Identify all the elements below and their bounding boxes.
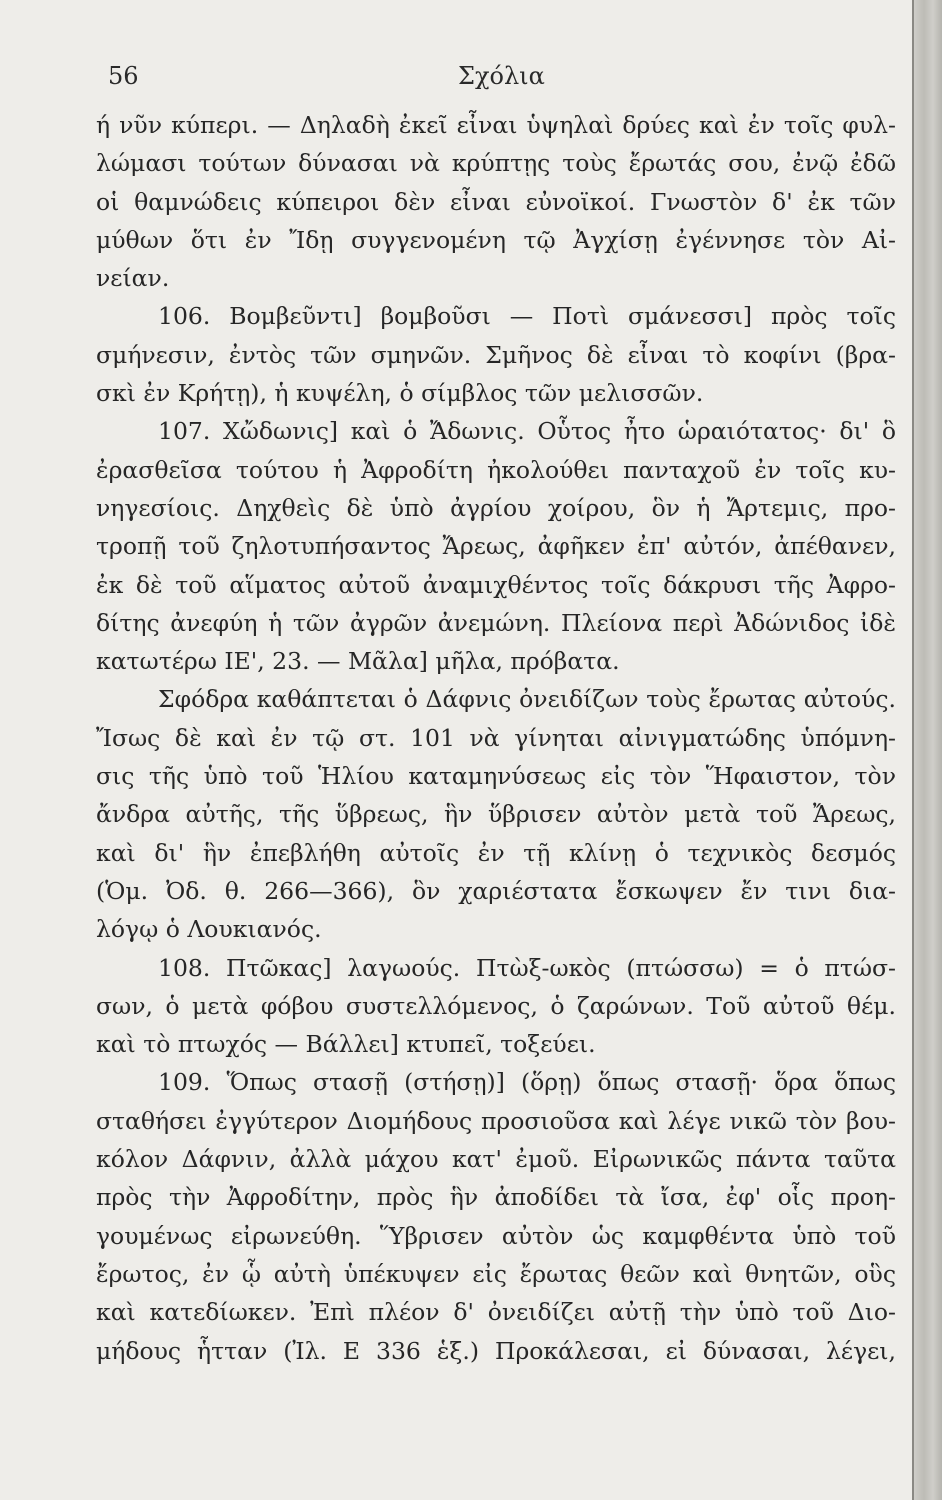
text-line: καὶ δι' ἣν ἐπεβλήθη αὐτοῖς ἐν τῇ κλίνῃ ὁ τεχνικὸς δεσμός (96, 838, 896, 867)
running-title: Σχόλια (458, 62, 545, 90)
text-line: μύθων ὅτι ἐν Ἴδῃ συγγενομένη τῷ Ἀγχίσῃ ἐγέννησε τὸν Αἰ- (96, 225, 896, 254)
commentary-text (96, 106, 896, 1370)
page-header (108, 62, 882, 98)
text-line: καὶ τὸ πτωχός — Βάλλει] κτυπεῖ, τοξεύει. (96, 1030, 596, 1059)
text-line: σων, ὁ μετὰ φόβου συστελλόμενος, ὁ ζαρώνων. Τοῦ αὐτοῦ θέμ. (96, 991, 896, 1020)
page-number: 56 (108, 62, 139, 90)
text-line: ἔρωτος, ἐν ᾧ αὐτὴ ὑπέκυψεν εἰς ἔρωτας θεῶν καὶ θνητῶν, οὓς (96, 1259, 896, 1288)
text-line: λώμασι τούτων δύνασαι νὰ κρύπτῃς τοὺς ἔρωτάς σου, ἐνῷ ἐδῶ (96, 149, 896, 178)
text-line: Σφόδρα καθάπτεται ὁ Δάφνις ὀνειδίζων τοὺς ἔρωτας αὐτούς. (158, 685, 896, 714)
text-line: (Ὁμ. Ὀδ. θ. 266—366), ὃν χαριέστατα ἔσκωψεν ἔν τινι δια- (96, 876, 896, 905)
text-line: 107. Χὤδωνις] καὶ ὁ Ἄδωνις. Οὗτος ἦτο ὡραιότατος· δι' ὃ (158, 417, 896, 446)
text-line: σμήνεσιν, ἐντὸς τῶν σμηνῶν. Σμῆνος δὲ εἶναι τὸ κοφίνι (βρα- (96, 340, 896, 369)
text-line: μήδους ἧτταν (Ἰλ. Ε 336 ἑξ.) Προκάλεσαι, εἰ δύνασαι, λέγει, (96, 1336, 896, 1365)
text-line: λόγῳ ὁ Λουκιανός. (96, 915, 322, 944)
text-line: νείαν. (96, 264, 170, 293)
text-line: 106. Βομβεῦντι] βομβοῦσι — Ποτὶ σμάνεσσι] πρὸς τοῖς (158, 302, 896, 331)
text-line: σκὶ ἐν Κρήτῃ), ἡ κυψέλη, ὁ σίμβλος τῶν μελισσῶν. (96, 379, 704, 408)
text-line: νηγεσίοις. Δηχθεὶς δὲ ὑπὸ ἀγρίου χοίρου, ὃν ἡ Ἄρτεμις, προ- (96, 493, 896, 522)
text-line: σταθήσει ἐγγύτερον Διομήδους προσιοῦσα καὶ λέγε νικῶ τὸν βου- (96, 1106, 896, 1135)
text-line: 109. Ὅπως στασῇ (στήσῃ)] (ὅρῃ) ὅπως στασῇ· ὅρα ὅπως (158, 1068, 896, 1097)
text-line: καὶ κατεδίωκεν. Ἐπὶ πλέον δ' ὀνειδίζει αὐτῇ τὴν ὑπὸ τοῦ Διο- (96, 1298, 896, 1327)
text-line: οἱ θαμνώδεις κύπειροι δὲν εἶναι εὐνοϊκοί. Γνωστὸν δ' ἐκ τῶν (96, 187, 896, 216)
text-line: ἐρασθεῖσα τούτου ἡ Ἀφροδίτη ἠκολούθει πανταχοῦ ἐν τοῖς κυ- (96, 455, 896, 484)
text-line: ἄνδρα αὐτῆς, τῆς ὕβρεως, ἣν ὕβρισεν αὐτὸν μετὰ τοῦ Ἄρεως, (96, 800, 896, 829)
text-line: Ἴσως δὲ καὶ ἐν τῷ στ. 101 νὰ γίνηται αἰνιγματώδης ὑπόμνη- (96, 723, 896, 752)
text-line: τροπῇ τοῦ ζηλοτυπήσαντος Ἄρεως, ἀφῆκεν ἐπ' αὐτόν, ἀπέθανεν, (96, 532, 896, 561)
text-line: σις τῆς ὑπὸ τοῦ Ἡλίου καταμηνύσεως εἰς τὸν Ἥφαιστον, τὸν (96, 762, 896, 791)
text-line: δίτης ἀνεφύη ἡ τῶν ἀγρῶν ἀνεμώνη. Πλείονα περὶ Ἀδώνιδος ἰδὲ (96, 608, 896, 637)
text-line: 108. Πτῶκας] λαγωούς. Πτὼξ-ωκὸς (πτώσσω) = ὁ πτώσ- (158, 953, 896, 982)
text-line: κόλον Δάφνιν, ἀλλὰ μάχου κατ' ἐμοῦ. Εἰρωνικῶς πάντα ταῦτα (96, 1145, 896, 1174)
text-line: κατωτέρω ΙΕ', 23. — Μᾶλα] μῆλα, πρόβατα. (96, 647, 620, 676)
text-line: ἐκ δὲ τοῦ αἵματος αὐτοῦ ἀναμιχθέντος τοῖς δάκρυσι τῆς Ἀφρο- (96, 570, 896, 599)
page-edge (912, 0, 942, 1500)
text-line: γουμένως εἰρωνεύθη. Ὕβρισεν αὐτὸν ὡς καμφθέντα ὑπὸ τοῦ (96, 1221, 896, 1250)
text-line: ή νῦν κύπερι. — Δηλαδὴ ἐκεῖ εἶναι ὑψηλαὶ δρύες καὶ ἐν τοῖς φυλ- (96, 111, 896, 139)
text-line: πρὸς τὴν Ἀφροδίτην, πρὸς ἣν ἀποδίδει τὰ ἴσα, ἐφ' οἷς προη- (96, 1183, 896, 1212)
page-edge-line (912, 0, 914, 1500)
